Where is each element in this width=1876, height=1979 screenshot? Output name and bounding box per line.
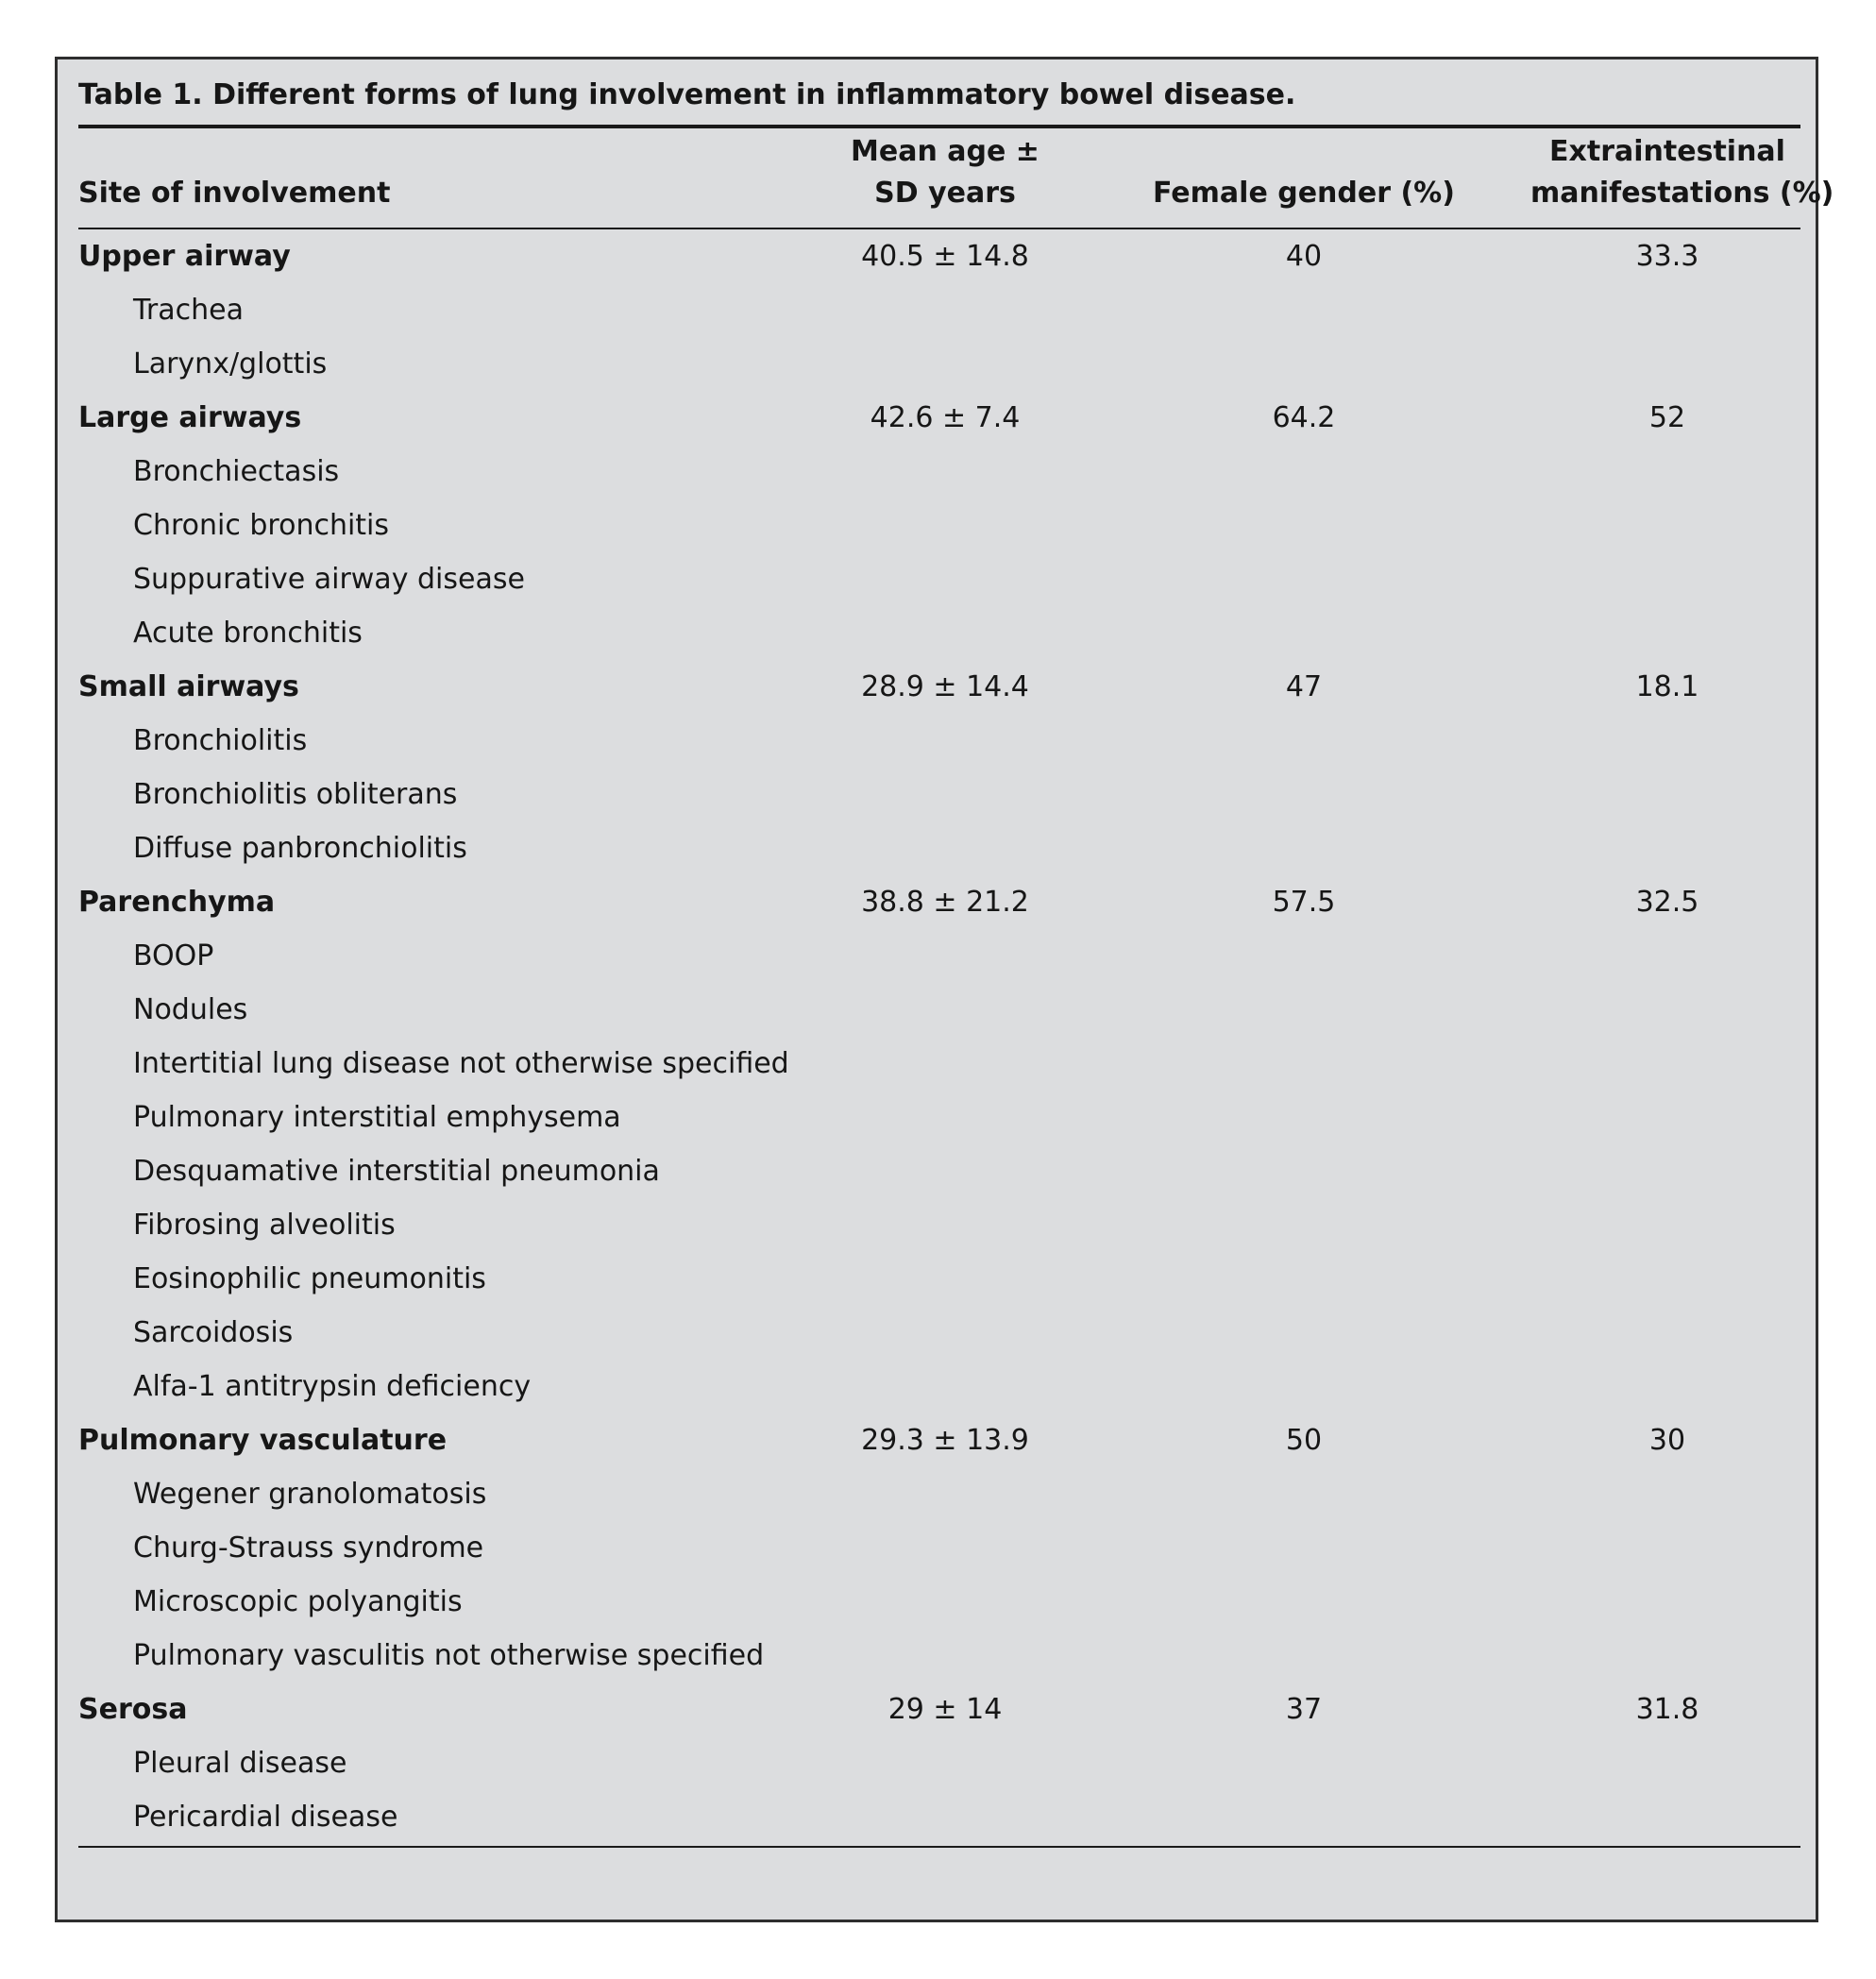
table-group-row xyxy=(58,660,1816,714)
header-female-gender xyxy=(1096,173,1512,214)
extraintestinal-cell: 31.8 xyxy=(1635,1693,1699,1726)
site-cell: Fibrosing alveolitis xyxy=(133,1209,396,1242)
mean-age-cell: 29.3 ± 13.9 xyxy=(861,1424,1029,1457)
site-cell: Large airways xyxy=(78,401,302,434)
bottom-rule xyxy=(78,1846,1800,1848)
mean-age-cell: 38.8 ± 21.2 xyxy=(861,886,1029,919)
table-row xyxy=(58,1736,1816,1790)
table-row xyxy=(58,714,1816,768)
site-cell: Bronchiolitis xyxy=(133,724,308,757)
table-panel xyxy=(55,57,1834,1922)
table-row xyxy=(58,821,1816,875)
site-cell: Parenchyma xyxy=(78,886,276,919)
header-mean-age-line2: SD years xyxy=(874,177,1016,210)
site-cell: Small airways xyxy=(78,670,299,703)
table-row xyxy=(58,929,1816,983)
site-cell: Nodules xyxy=(133,993,248,1026)
table-row xyxy=(58,983,1816,1037)
site-cell: Bronchiectasis xyxy=(133,455,340,488)
header-site xyxy=(78,173,390,214)
table-row xyxy=(58,499,1816,552)
table-group-row xyxy=(58,391,1816,445)
female-gender-cell: 64.2 xyxy=(1272,401,1336,434)
table-row xyxy=(58,1144,1816,1198)
table-row xyxy=(58,1252,1816,1306)
site-cell: Churg-Strauss syndrome xyxy=(133,1531,484,1565)
site-cell: Wegener granolomatosis xyxy=(133,1478,487,1511)
site-cell: Larynx/glottis xyxy=(133,347,328,381)
site-cell: Intertitial lung disease not otherwise specified xyxy=(133,1047,789,1080)
header-extraintestinal-line1: Extraintestinal xyxy=(1549,135,1785,168)
site-cell: Pulmonary interstitial emphysema xyxy=(133,1101,621,1134)
table-row xyxy=(58,1198,1816,1252)
table-row xyxy=(58,552,1816,606)
table-row xyxy=(58,606,1816,660)
female-gender-cell: 37 xyxy=(1285,1693,1323,1726)
site-cell: Chronic bronchitis xyxy=(133,509,390,542)
table-row xyxy=(58,1790,1816,1844)
header-mean-age xyxy=(832,131,1058,214)
caption-rule xyxy=(78,125,1800,128)
table-row xyxy=(58,1629,1816,1683)
site-cell: Acute bronchitis xyxy=(133,617,363,650)
site-cell: Suppurative airway disease xyxy=(133,563,525,596)
site-cell: Desquamative interstitial pneumonia xyxy=(133,1155,660,1188)
table-row xyxy=(58,337,1816,391)
header-extraintestinal xyxy=(1530,131,1834,214)
table-group-row xyxy=(58,1413,1816,1467)
table-row xyxy=(58,1521,1816,1575)
site-cell: Upper airway xyxy=(78,240,291,273)
site-cell: Eosinophilic pneumonitis xyxy=(133,1262,486,1295)
header-mean-age-line1: Mean age ± xyxy=(851,135,1039,168)
extraintestinal-cell: 18.1 xyxy=(1635,670,1699,703)
site-cell: Pulmonary vasculitis not otherwise specified xyxy=(133,1639,765,1672)
table-group-row xyxy=(58,1683,1816,1736)
table-row xyxy=(58,445,1816,499)
female-gender-cell: 40 xyxy=(1285,240,1323,273)
site-cell: Microscopic polyangitis xyxy=(133,1585,463,1618)
table-row xyxy=(58,1306,1816,1360)
header-female-gender-label: Female gender (%) xyxy=(1153,177,1455,210)
table-row xyxy=(58,1575,1816,1629)
site-cell: Trachea xyxy=(133,294,244,327)
table-row xyxy=(58,768,1816,821)
header-site-label: Site of involvement xyxy=(78,177,391,210)
female-gender-cell: 57.5 xyxy=(1272,886,1336,919)
extraintestinal-cell: 30 xyxy=(1648,1424,1686,1457)
extraintestinal-cell: 32.5 xyxy=(1635,886,1699,919)
extraintestinal-cell: 52 xyxy=(1648,401,1686,434)
mean-age-cell: 29 ± 14 xyxy=(887,1693,1003,1726)
extraintestinal-cell: 33.3 xyxy=(1635,240,1699,273)
site-cell: Pericardial disease xyxy=(133,1801,398,1834)
site-cell: Serosa xyxy=(78,1693,188,1726)
table-group-row xyxy=(58,229,1816,283)
table-row xyxy=(58,1091,1816,1144)
site-cell: Alfa-1 antitrypsin deficiency xyxy=(133,1370,532,1403)
site-cell: Pulmonary vasculature xyxy=(78,1424,448,1457)
table-body xyxy=(58,229,1816,1844)
female-gender-cell: 50 xyxy=(1285,1424,1323,1457)
site-cell: Bronchiolitis obliterans xyxy=(133,778,458,811)
mean-age-cell: 40.5 ± 14.8 xyxy=(861,240,1029,273)
mean-age-cell: 42.6 ± 7.4 xyxy=(870,401,1021,434)
mean-age-cell: 28.9 ± 14.4 xyxy=(861,670,1029,703)
site-cell: Pleural disease xyxy=(133,1747,347,1780)
site-cell: BOOP xyxy=(133,939,214,973)
site-cell: Diffuse panbronchiolitis xyxy=(133,832,467,865)
table-row xyxy=(58,1037,1816,1091)
table-row xyxy=(58,283,1816,337)
header-extraintestinal-line2: manifestations (%) xyxy=(1530,177,1834,210)
table-row xyxy=(58,1360,1816,1413)
table-group-row xyxy=(58,875,1816,929)
table-row xyxy=(58,1467,1816,1521)
site-cell: Sarcoidosis xyxy=(133,1316,294,1349)
table-caption: Table 1. Different forms of lung involvement in inflammatory bowel disease. xyxy=(78,78,1296,111)
female-gender-cell: 47 xyxy=(1285,670,1323,703)
